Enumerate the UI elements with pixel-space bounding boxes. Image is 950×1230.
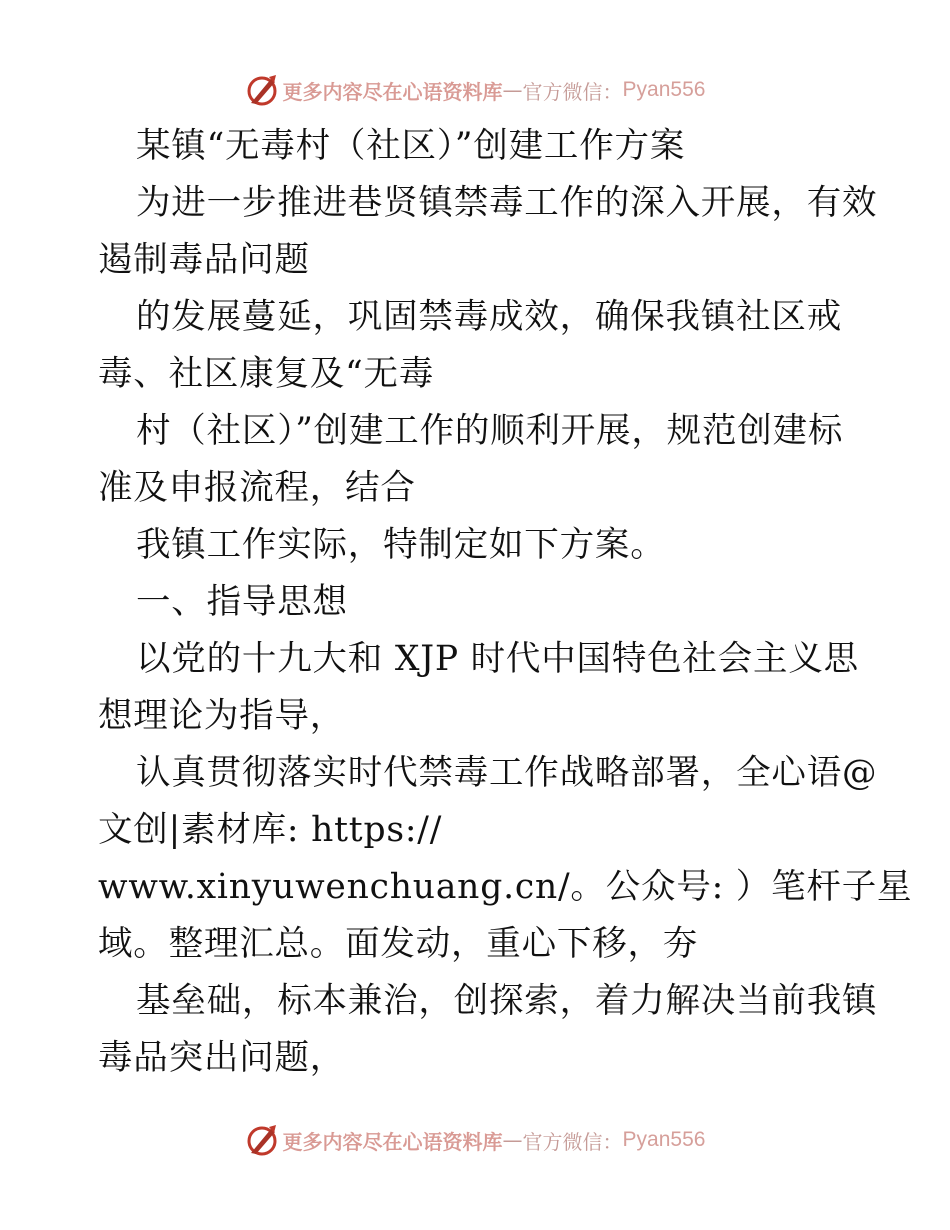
paragraph-line: 想理论为指导， (98, 696, 346, 736)
banner-text: 更多内容尽在心语资料库 (282, 79, 503, 104)
paragraph-line: 的发展蔓延，巩固禁毒成效，确保我镇社区戒 (136, 297, 842, 337)
footer-banner (0, 1120, 950, 1160)
paragraph-line: 基垒础，标本兼治，创探索，着力解决当前我镇 (136, 981, 878, 1021)
banner-suffix: 官方微信： (522, 79, 623, 104)
banner-dash: — (502, 78, 523, 102)
paragraph-line: 遏制毒品问题 (98, 240, 310, 280)
section-heading: 一、指导思想 (136, 582, 348, 622)
banner-suffix: 官方微信： (522, 1129, 623, 1154)
paragraph-line: 毒、社区康复及“无毒 (98, 354, 435, 394)
paragraph-line: 以党的十九大和 XJP 时代中国特色社会主义思 (136, 639, 859, 679)
paragraph-line: 毒品突出问题， (98, 1038, 346, 1078)
pen-logo-icon (245, 1123, 279, 1157)
banner-dash: — (502, 1128, 523, 1152)
paragraph-line: 准及申报流程，结合 (98, 468, 416, 508)
pen-logo-icon (245, 73, 279, 107)
paragraph-line: 域。整理汇总。面发动，重心下移，夯 (98, 924, 699, 964)
document-title: 某镇“无毒村（社区）”创建工作方案 (136, 126, 686, 166)
paragraph-line: 文创|素材库: https:// (98, 810, 443, 850)
paragraph-line: www.xinyuwenchuang.cn/。公众号: ）笔杆子星 (98, 867, 913, 907)
banner-text: 更多内容尽在心语资料库 (282, 1129, 503, 1154)
document-body (98, 118, 913, 1087)
paragraph-line: 我镇工作实际，特制定如下方案。 (136, 525, 666, 565)
wechat-id: Pyan556 (622, 1128, 706, 1151)
wechat-id: Pyan556 (622, 78, 706, 101)
paragraph-line: 为进一步推进巷贤镇禁毒工作的深入开展，有效 (136, 183, 878, 223)
paragraph-line: 村（社区）”创建工作的顺利开展，规范创建标 (136, 411, 844, 451)
header-banner (0, 70, 950, 110)
paragraph-line: 认真贯彻落实时代禁毒工作战略部署，全心语@ (136, 753, 878, 793)
